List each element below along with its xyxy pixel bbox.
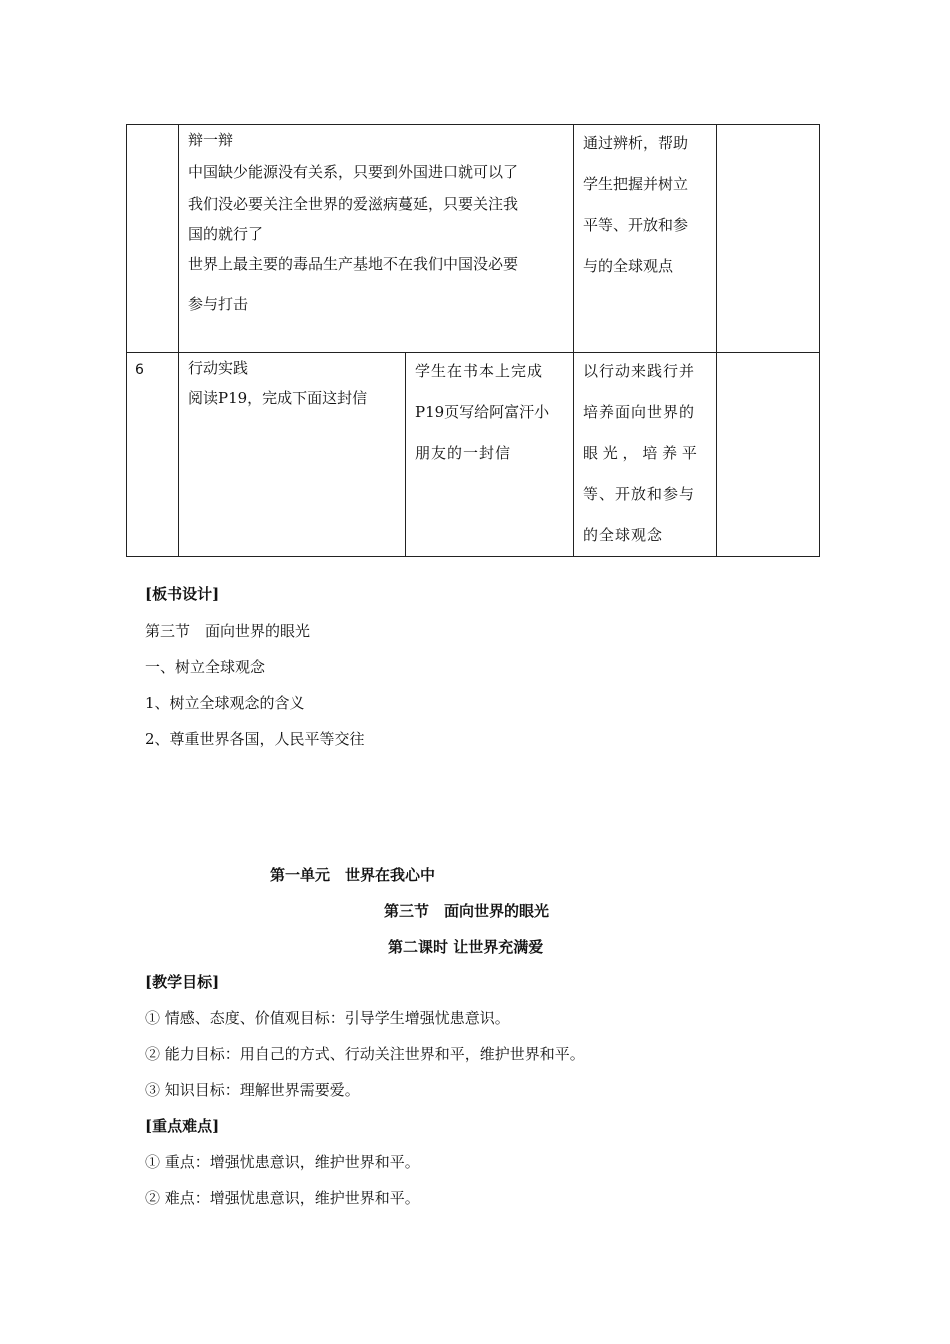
table-row	[127, 353, 820, 557]
objective-line: 等、开放和参与	[583, 485, 696, 503]
objective-cell	[574, 353, 717, 557]
content-cell	[179, 125, 574, 353]
board-design-line: 1、树立全球观念的含义	[145, 694, 305, 712]
content-cell	[179, 353, 406, 557]
activity-line: P19页写给阿富汗小	[415, 403, 550, 421]
activity-line: 学生在书本上完成	[415, 362, 544, 380]
step-number-cell	[127, 125, 179, 353]
content-line: 辩一辩	[188, 131, 234, 149]
objective-line: 的全球观念	[583, 526, 664, 544]
lesson-plan-table	[126, 124, 820, 557]
content-line: 中国缺少能源没有关系，只要到外国进口就可以了	[188, 163, 519, 181]
table-row	[127, 125, 820, 353]
objective-line: 学生把握并树立	[583, 175, 689, 193]
content-line: 世界上最主要的毒品生产基地不在我们中国没必要	[188, 255, 519, 273]
extra-cell	[717, 353, 820, 557]
board-design-line: 一、树立全球观念	[145, 658, 266, 676]
unit-title: 第一单元 世界在我心中	[270, 866, 436, 884]
step-number-cell: 6	[127, 353, 179, 557]
key-point-item: ① 重点：增强忧患意识，维护世界和平。	[145, 1153, 420, 1171]
objective-line: 眼 光 ， 培 养 平	[583, 444, 697, 462]
extra-cell	[717, 125, 820, 353]
objective-line: 通过辨析，帮助	[583, 134, 689, 152]
section-title: 第三节 面向世界的眼光	[384, 902, 550, 920]
goal-item: ① 情感、态度、价值观目标：引导学生增强忧患意识。	[145, 1009, 510, 1027]
content-line: 参与打击	[188, 295, 249, 313]
content-line: 行动实践	[188, 359, 249, 377]
board-design-line: 2、尊重世界各国，人民平等交往	[145, 730, 365, 748]
objective-line: 培养面向世界的	[583, 403, 696, 421]
content-line: 国的就行了	[188, 225, 264, 243]
content-line: 阅读P19，完成下面这封信	[188, 389, 368, 407]
goal-item: ③ 知识目标：理解世界需要爱。	[145, 1081, 360, 1099]
board-design-line: 第三节 面向世界的眼光	[145, 622, 311, 640]
objective-line: 与的全球观点	[583, 257, 674, 275]
key-points-heading: [重点难点]	[145, 1117, 220, 1135]
student-activity-cell	[406, 353, 574, 557]
board-design-heading: [板书设计]	[145, 585, 220, 603]
lesson-title: 第二课时 让世界充满爱	[388, 938, 544, 956]
key-point-item: ② 难点：增强忧患意识，维护世界和平。	[145, 1189, 420, 1207]
goal-item: ② 能力目标：用自己的方式、行动关注世界和平，维护世界和平。	[145, 1045, 585, 1063]
activity-line: 朋友的一封信	[415, 444, 512, 462]
content-line: 我们没必要关注全世界的爱滋病蔓延，只要关注我	[188, 195, 519, 213]
goals-heading: [教学目标]	[145, 973, 220, 991]
objective-line: 以行动来践行并	[583, 362, 696, 380]
objective-line: 平等、开放和参	[583, 216, 689, 234]
objective-cell	[574, 125, 717, 353]
